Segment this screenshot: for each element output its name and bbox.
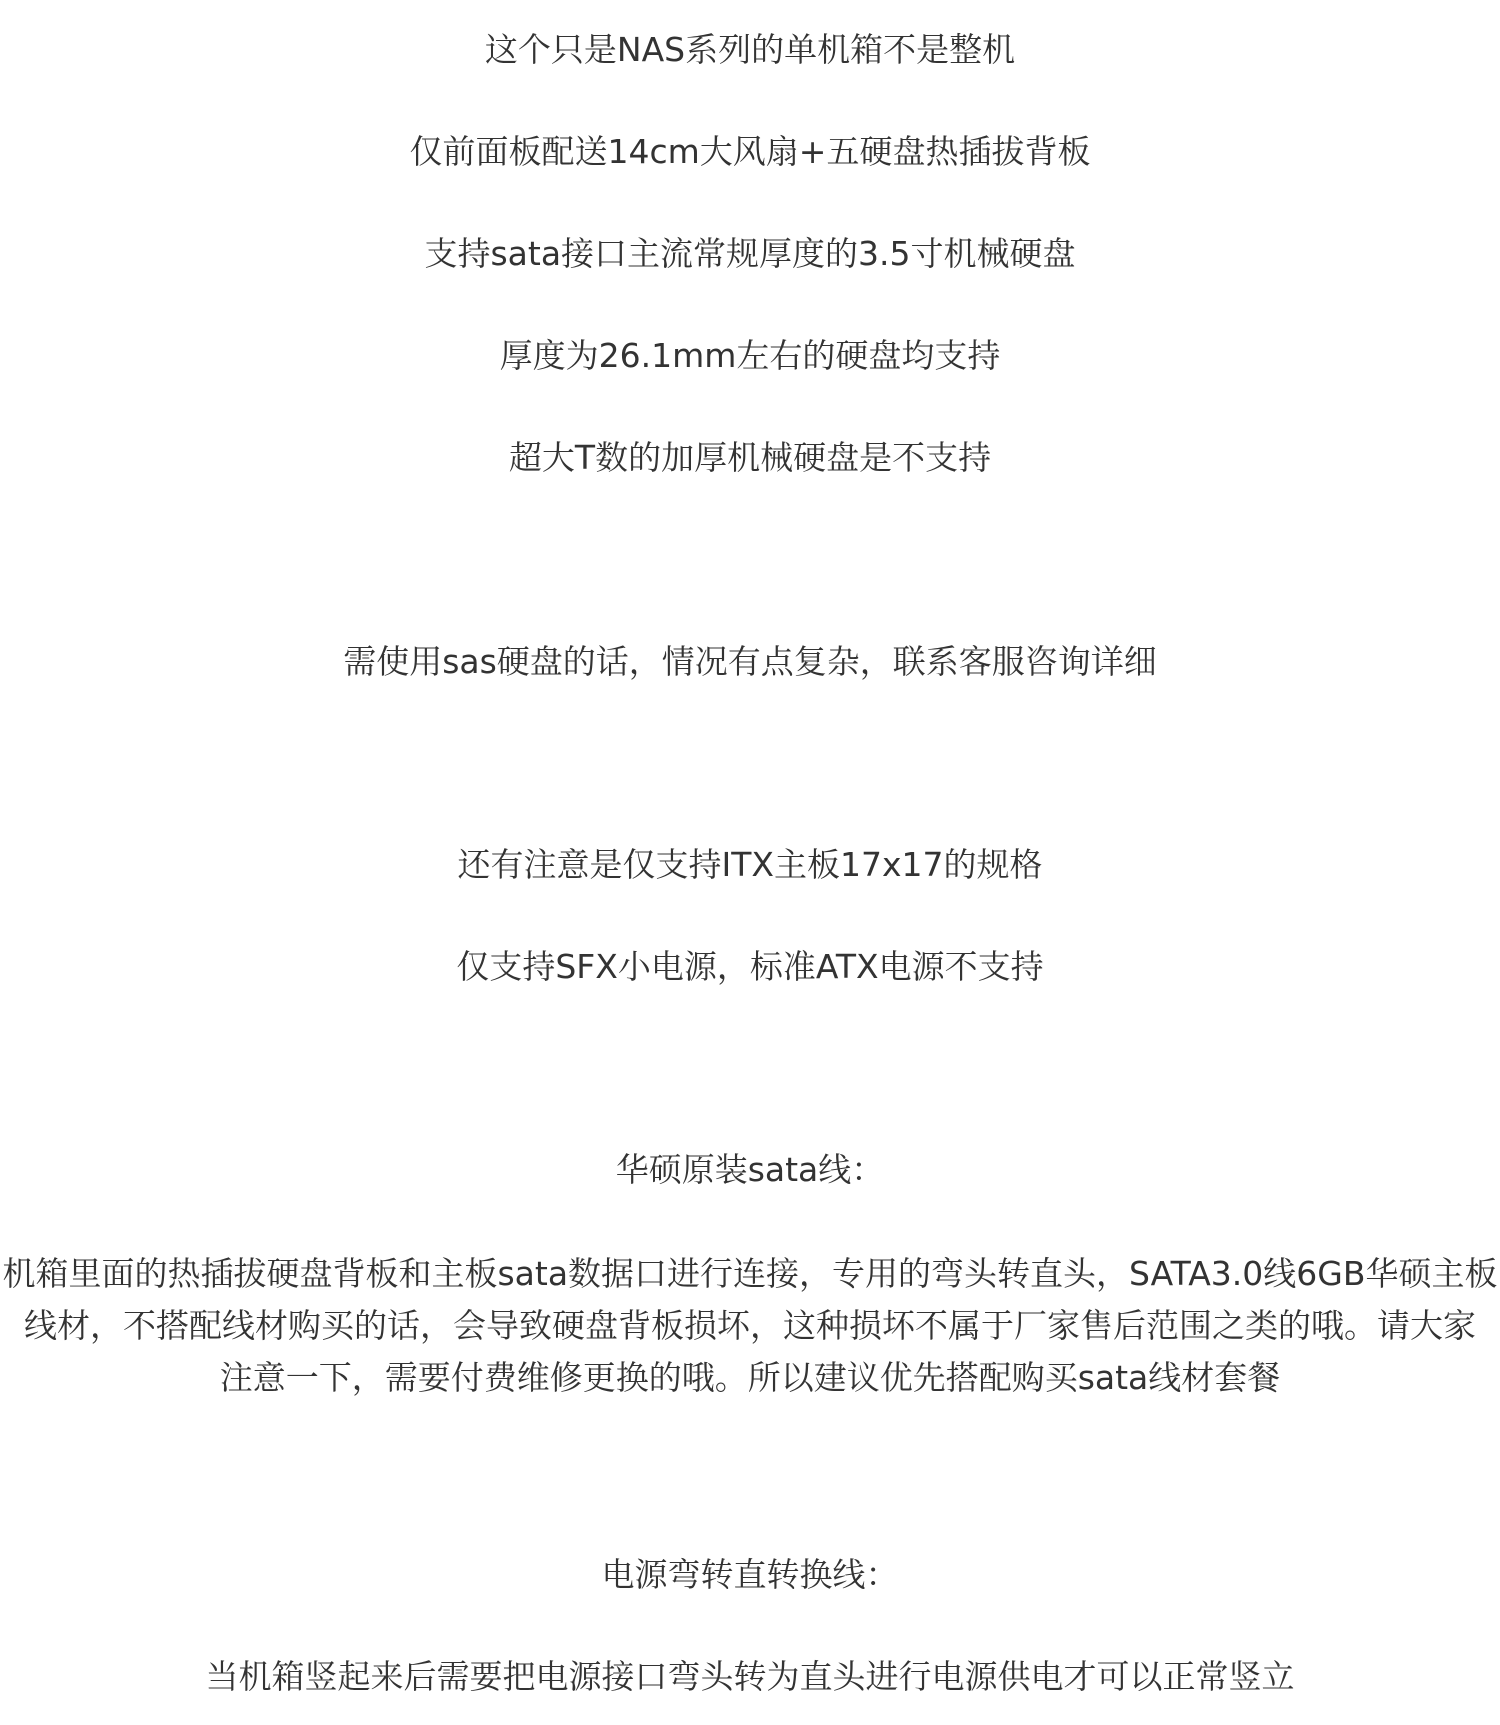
note-line-fan-backplane: 仅前面板配送14cm大风扇+五硬盘热插拔背板 — [409, 132, 1091, 171]
note-line-thickness: 厚度为26.1mm左右的硬盘均支持 — [499, 336, 1001, 375]
sata-cable-description — [0, 1248, 1500, 1404]
sata-cable-description-line: 注意一下，需要付费维修更换的哦。所以建议优先搭配购买sata线材套餐 — [219, 1358, 1281, 1397]
power-adapter-description: 当机箱竖起来后需要把电源接口弯头转为直头进行电源供电才可以正常竖立 — [205, 1657, 1295, 1696]
sata-cable-description-line: 线材，不搭配线材购买的话，会导致硬盘背板损坏，这种损坏不属于厂家售后范围之类的哦。请大家 — [24, 1306, 1476, 1345]
sata-cable-description-line: 机箱里面的热插拔硬盘背板和主板sata数据口进行连接，专用的弯头转直头，SATA3.0线6GB华硕主板 — [2, 1254, 1498, 1293]
note-line-itx-only: 还有注意是仅支持ITX主板17x17的规格 — [457, 845, 1043, 884]
note-line-sata-support: 支持sata接口主流常规厚度的3.5寸机械硬盘 — [424, 234, 1076, 273]
sata-cable-heading: 华硕原装sata线： — [615, 1150, 885, 1189]
note-line-sfx-only: 仅支持SFX小电源，标准ATX电源不支持 — [456, 947, 1044, 986]
note-line-sas-contact: 需使用sas硬盘的话，情况有点复杂，联系客服咨询详细 — [343, 642, 1157, 681]
power-adapter-heading: 电源弯转直转换线： — [601, 1555, 899, 1594]
note-line-case-only: 这个只是NAS系列的单机箱不是整机 — [484, 30, 1016, 69]
note-line-thick-disk-unsupported: 超大T数的加厚机械硬盘是不支持 — [508, 438, 992, 477]
